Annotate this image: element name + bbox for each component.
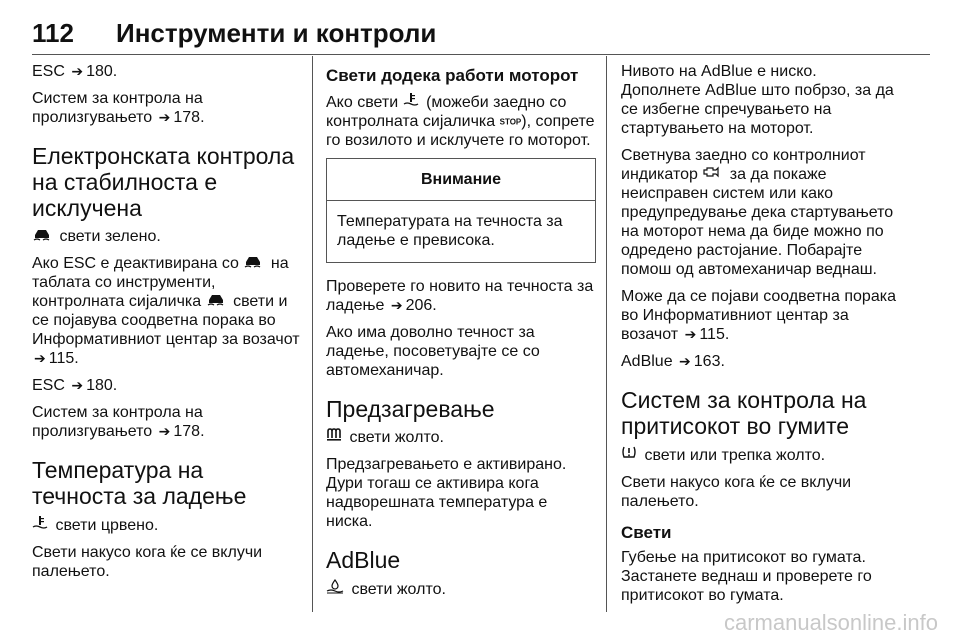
column-divider-1 [312, 56, 313, 612]
arrow-ref-icon: ➔ [71, 377, 84, 393]
traction-control-car-icon [32, 227, 52, 246]
page-title: Инструменти и контроли [116, 18, 437, 48]
adblue-low-paragraph: Нивото на AdBlue е ниско. Дополнете AdBlue што побрзо, за да се избегне спречувањето на стартувањето на моторот. [621, 63, 894, 137]
preheat-active-paragraph: Предзагревањето е активирано. Дури тогаш се активира кога надворешната температура е ниска. [326, 456, 567, 531]
heading-preheating: Предзагревање [326, 396, 495, 423]
page-link[interactable]: 206. [405, 297, 437, 315]
heading-esc-off: Електронската контрола на стабилноста е исклучена [32, 143, 295, 221]
heading-lit: Свети [621, 523, 672, 542]
enough-coolant-paragraph: Ако има доволно течност за ладење, посоветувајте се со автомеханичар. [326, 324, 540, 380]
caution-box [326, 158, 596, 263]
page-link[interactable]: 180. [86, 63, 118, 80]
adblue-yellow-line: свети жолто. [326, 579, 596, 599]
running-paragraph: Ако свети (можеби заедно со контролната сијаличка STOP), сопрете го возилото и исклучете го моторот. [326, 94, 595, 150]
page-link[interactable]: 115. [48, 350, 79, 367]
caution-body: Температурата на течноста за ладење е превисока. [337, 213, 563, 250]
traction-control-car-icon [206, 292, 226, 311]
arrow-ref-icon: ➔ [158, 109, 171, 125]
arrow-ref-icon: ➔ [679, 353, 691, 369]
arrow-ref-icon: ➔ [158, 423, 171, 439]
stop-indicator-icon: STOP [499, 117, 522, 127]
tyre-lit-paragraph: Губење на притисокот во гумата. Застанете веднаш и проверете го притисокот во гумата. [621, 549, 872, 604]
slip-ref-2: Систем за контрола на пролизгувањето ➔ 178. [32, 404, 205, 440]
page-link[interactable]: 180. [86, 377, 118, 394]
page-header [32, 18, 930, 55]
page-link[interactable]: 178. [173, 109, 205, 126]
adblue-fluid-icon [326, 579, 344, 599]
coolant-red-line: свети црвено. [32, 515, 302, 535]
page-link[interactable]: 178. [173, 423, 205, 440]
tyre-yellow-line: свети или трепка жолто. [621, 445, 896, 465]
adblue-flash-paragraph: Светнува заедно со контролниот индикатор за да покаже неисправен систем или како предупредување дека стартувањето на моторот нема да биде можно по одредено растојание. Побарајте помош од автомеханичар веднаш. [621, 147, 894, 278]
traction-control-car-icon [243, 254, 263, 273]
page-link[interactable]: 115. [699, 326, 730, 343]
tyre-on-line: Свети накусо кога ќе се вклучи палењето. [621, 474, 852, 510]
esc-ref-2: ESC ➔ 180. [32, 377, 118, 394]
watermark: carmanualsonline.info [723, 610, 938, 635]
page-number: 112 [32, 18, 74, 48]
page-link[interactable]: 163. [693, 353, 725, 370]
preheat-yellow-line: свети жолто. [326, 428, 596, 447]
arrow-ref-icon: ➔ [684, 326, 697, 342]
esc-green-line: свети зелено. [32, 227, 302, 246]
message-paragraph: Може да се појави соодветна порака во Информативниот центар за возачот ➔ 115. [621, 288, 896, 343]
slip-ref-1: Систем за контрола на пролизгувањето ➔ 178. [32, 90, 205, 126]
heading-lit-while-running: Свети додека работи моторот [326, 66, 579, 85]
heading-tyre-pressure: Систем за контрола на притисокот во гумите [621, 387, 867, 439]
coolant-on-line: Свети накусо кога ќе се вклучи палењето. [32, 544, 263, 580]
column-divider-2 [606, 56, 607, 612]
coolant-temperature-icon [32, 515, 48, 535]
caution-title: Внимание [327, 159, 595, 201]
heading-adblue: AdBlue [326, 547, 401, 574]
coolant-temperature-icon [403, 92, 419, 112]
arrow-ref-icon: ➔ [71, 63, 84, 79]
column-1 [32, 62, 302, 589]
check-coolant-paragraph: Проверете го новито на течноста за ладење ➔ 206. [326, 278, 594, 315]
adblue-ref: AdBlue ➔ 163. [621, 353, 725, 370]
arrow-ref-icon: ➔ [390, 297, 403, 314]
engine-service-icon [702, 165, 722, 184]
column-2 [326, 62, 596, 607]
esc-ref-1: ESC ➔ 180. [32, 63, 118, 80]
arrow-ref-icon: ➔ [34, 350, 46, 366]
esc-deactivated-paragraph: Ако ESC е деактивирана со на таблата со инструменти, контролната сијаличка свети и се појавува соодветна порака во Информативниот центар за возачот ➔ 115. [32, 255, 300, 367]
heading-coolant-temperature: Температура на течноста за ладење [32, 457, 247, 509]
column-3 [621, 62, 896, 613]
glow-plug-coil-icon [326, 428, 342, 447]
tyre-pressure-icon [621, 445, 637, 465]
